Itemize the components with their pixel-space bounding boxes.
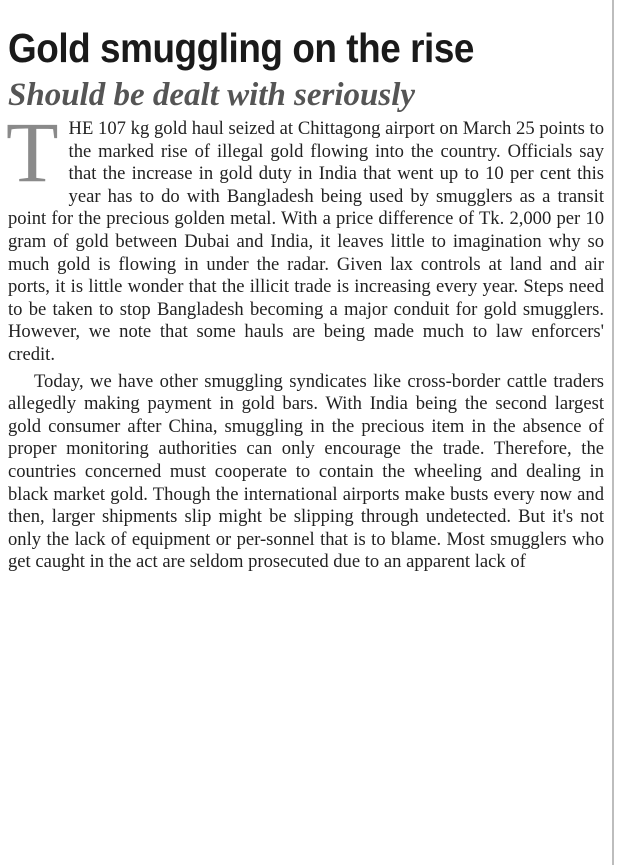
- paragraph-2: Today, we have other smuggling syndicates like cross-border cattle traders allegedly making payment in gold bars. With India being the second largest gold consumer after China, smuggling in the precious item in the absence of proper monitoring authorities can only encourage the trade. Therefore, the countries concerned must cooperate to contain the wheeling and dealing in black market gold. Though the international airports make busts every now and then, larger shipments slip might be slipping through undetected. But it's not only the lack of equipment or per-sonnel that is to blame. Most smugglers who get caught in the act are seldom prosecuted due to an apparent lack of: [8, 370, 604, 573]
- paragraph-1-text: HE 107 kg gold haul seized at Chittagong airport on March 25 points to the marked rise of illegal gold flowing into the country. Officials say that the increase in gold duty in India that went up to 10 per cent this year has to do with Bangladesh being used by smugglers as a transit point for the precious golden metal. With a price difference of Tk. 2,000 per 10 gram of gold between Dubai and India, it leaves little to imagination why so much gold is flowing in under the radar. Given lax controls at land and air ports, it is little wonder that the illicit trade is increasing every year. Steps need to be taken to stop Bangladesh becoming a major conduit for gold smugglers. However, we note that some hauls are being made much to law enforcers' credit.: [8, 118, 604, 365]
- column-rule: [612, 0, 614, 865]
- article-headline: Gold smuggling on the rise: [8, 25, 474, 71]
- article-subheadline: Should be dealt with seriously: [8, 77, 416, 113]
- drop-cap: T: [6, 104, 59, 200]
- article-body: [6, 104, 604, 574]
- editorial-article: [8, 24, 604, 574]
- paragraph-1: [6, 104, 604, 367]
